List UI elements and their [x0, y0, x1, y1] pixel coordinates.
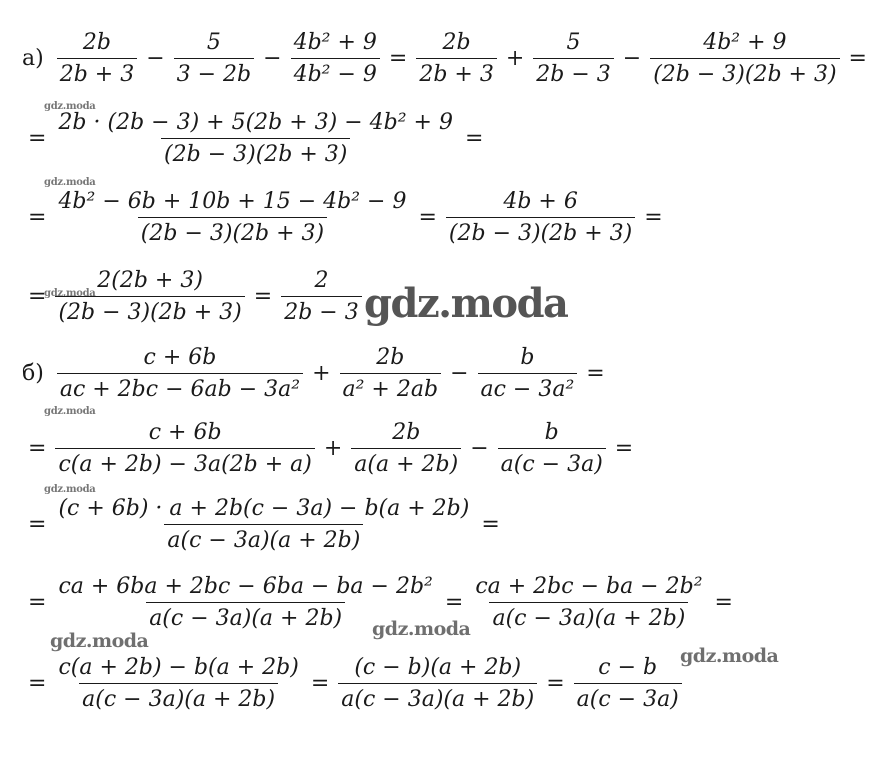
- part-b-line-2: [22, 420, 876, 477]
- numerator: c + 6b: [143, 345, 217, 370]
- fraction: [55, 655, 301, 712]
- equals-sign: =: [28, 284, 47, 309]
- watermark-small: gdz.moda: [44, 101, 96, 112]
- fraction: [174, 30, 255, 87]
- numerator: (c + 6b) · a + 2b(c − 3a) − b(a + 2b): [58, 496, 470, 521]
- numerator: 4b² + 9: [293, 30, 377, 55]
- denominator: 2b − 3: [533, 58, 614, 87]
- fraction: [478, 345, 578, 402]
- denominator: a(c − 3a)(a + 2b): [79, 683, 278, 712]
- fraction: [55, 189, 409, 246]
- fraction: [57, 30, 138, 87]
- denominator: a(c − 3a)(a + 2b): [489, 602, 688, 631]
- equals-sign: =: [28, 205, 47, 230]
- numerator: 2(2b + 3): [97, 268, 203, 293]
- denominator: 4b² − 9: [291, 58, 380, 87]
- equals-sign: =: [28, 512, 47, 537]
- numerator: 5: [206, 30, 221, 55]
- part-a-line-1: [22, 30, 876, 87]
- denominator: a² + 2ab: [340, 373, 442, 402]
- minus-sign: −: [622, 46, 642, 71]
- denominator: (2b − 3)(2b + 3): [650, 58, 839, 87]
- equals-sign: =: [310, 671, 330, 696]
- fraction: [55, 420, 314, 477]
- part-a-line-2: [22, 110, 876, 167]
- equals-sign: =: [464, 126, 484, 151]
- equals-sign: =: [28, 436, 47, 461]
- equals-sign: =: [28, 671, 47, 696]
- equals-sign: =: [418, 205, 437, 230]
- denominator: a(c − 3a): [574, 683, 682, 712]
- watermark-small: gdz.moda: [44, 484, 96, 495]
- fraction: [446, 189, 635, 246]
- numerator: 2b: [442, 30, 471, 55]
- denominator: 2b + 3: [57, 58, 138, 87]
- fraction: [55, 496, 472, 553]
- plus-sign: +: [323, 436, 343, 461]
- plus-sign: +: [312, 361, 331, 386]
- part-a-label: а): [22, 46, 44, 71]
- equals-sign: =: [28, 590, 47, 615]
- numerator: b: [520, 345, 535, 370]
- equals-sign: =: [481, 512, 500, 537]
- numerator: c + 6b: [148, 420, 222, 445]
- equals-sign: =: [253, 284, 273, 309]
- numerator: 2: [314, 268, 329, 293]
- denominator: c(a + 2b) − 3a(2b + a): [55, 448, 314, 477]
- numerator: 4b + 6: [503, 189, 578, 214]
- equals-sign: =: [714, 590, 733, 615]
- watermark-medium: gdz.moda: [680, 645, 779, 667]
- fraction: [291, 30, 380, 87]
- fraction: [472, 574, 705, 631]
- fraction: [338, 655, 537, 712]
- part-a-line-3: [22, 189, 876, 246]
- watermark-medium: gdz.moda: [50, 630, 149, 652]
- denominator: ac − 3a²: [478, 373, 578, 402]
- denominator: a(a + 2b): [351, 448, 461, 477]
- numerator: (c − b)(a + 2b): [354, 655, 522, 680]
- minus-sign: −: [450, 361, 469, 386]
- numerator: 2b · (2b − 3) + 5(2b + 3) − 4b² + 9: [58, 110, 453, 135]
- numerator: 4b² − 6b + 10b + 15 − 4b² − 9: [58, 189, 407, 214]
- minus-sign: −: [146, 46, 165, 71]
- numerator: 4b² + 9: [703, 30, 787, 55]
- equals-sign: =: [644, 205, 663, 230]
- equals-sign: =: [614, 436, 634, 461]
- watermark-large: gdz.moda: [364, 280, 568, 327]
- fraction: [55, 110, 456, 167]
- numerator: 2b: [376, 345, 405, 370]
- fraction: [533, 30, 614, 87]
- minus-sign: −: [263, 46, 282, 71]
- equals-sign: =: [28, 126, 47, 151]
- numerator: c(a + 2b) − b(a + 2b): [58, 655, 299, 680]
- numerator: 5: [566, 30, 581, 55]
- numerator: ca + 6ba + 2bc − 6ba − ba − 2b²: [58, 574, 433, 599]
- denominator: (2b − 3)(2b + 3): [138, 217, 327, 246]
- fraction: [281, 268, 362, 325]
- plus-sign: +: [505, 46, 525, 71]
- fraction: [57, 345, 303, 402]
- equals-sign: =: [848, 46, 867, 71]
- denominator: (2b − 3)(2b + 3): [446, 217, 635, 246]
- equals-sign: =: [546, 671, 565, 696]
- watermark-small: gdz.moda: [44, 406, 96, 417]
- numerator: 2b: [392, 420, 421, 445]
- watermark-small: gdz.moda: [44, 288, 96, 299]
- denominator: 2b + 3: [416, 58, 497, 87]
- denominator: 3 − 2b: [174, 58, 255, 87]
- part-b-line-3: [22, 496, 876, 553]
- denominator: ac + 2bc − 6ab − 3a²: [57, 373, 303, 402]
- watermark-small: gdz.moda: [44, 177, 96, 188]
- minus-sign: −: [470, 436, 489, 461]
- fraction: [498, 420, 606, 477]
- fraction: [650, 30, 839, 87]
- denominator: a(c − 3a)(a + 2b): [164, 524, 363, 553]
- fraction: [340, 345, 442, 402]
- fraction: [351, 420, 461, 477]
- denominator: a(c − 3a)(a + 2b): [338, 683, 537, 712]
- denominator: (2b − 3)(2b + 3): [55, 296, 244, 325]
- numerator: c − b: [598, 655, 658, 680]
- fraction: [574, 655, 682, 712]
- denominator: a(c − 3a)(a + 2b): [146, 602, 345, 631]
- equals-sign: =: [444, 590, 464, 615]
- numerator: b: [544, 420, 559, 445]
- part-b-label: б): [22, 361, 44, 386]
- numerator: 2b: [82, 30, 111, 55]
- denominator: (2b − 3)(2b + 3): [161, 138, 350, 167]
- numerator: ca + 2bc − ba − 2b²: [475, 574, 703, 599]
- part-b-line-1: [22, 345, 876, 402]
- denominator: 2b − 3: [281, 296, 362, 325]
- fraction: [416, 30, 497, 87]
- equals-sign: =: [586, 361, 605, 386]
- equals-sign: =: [388, 46, 408, 71]
- denominator: a(c − 3a): [498, 448, 606, 477]
- watermark-medium: gdz.moda: [372, 618, 471, 640]
